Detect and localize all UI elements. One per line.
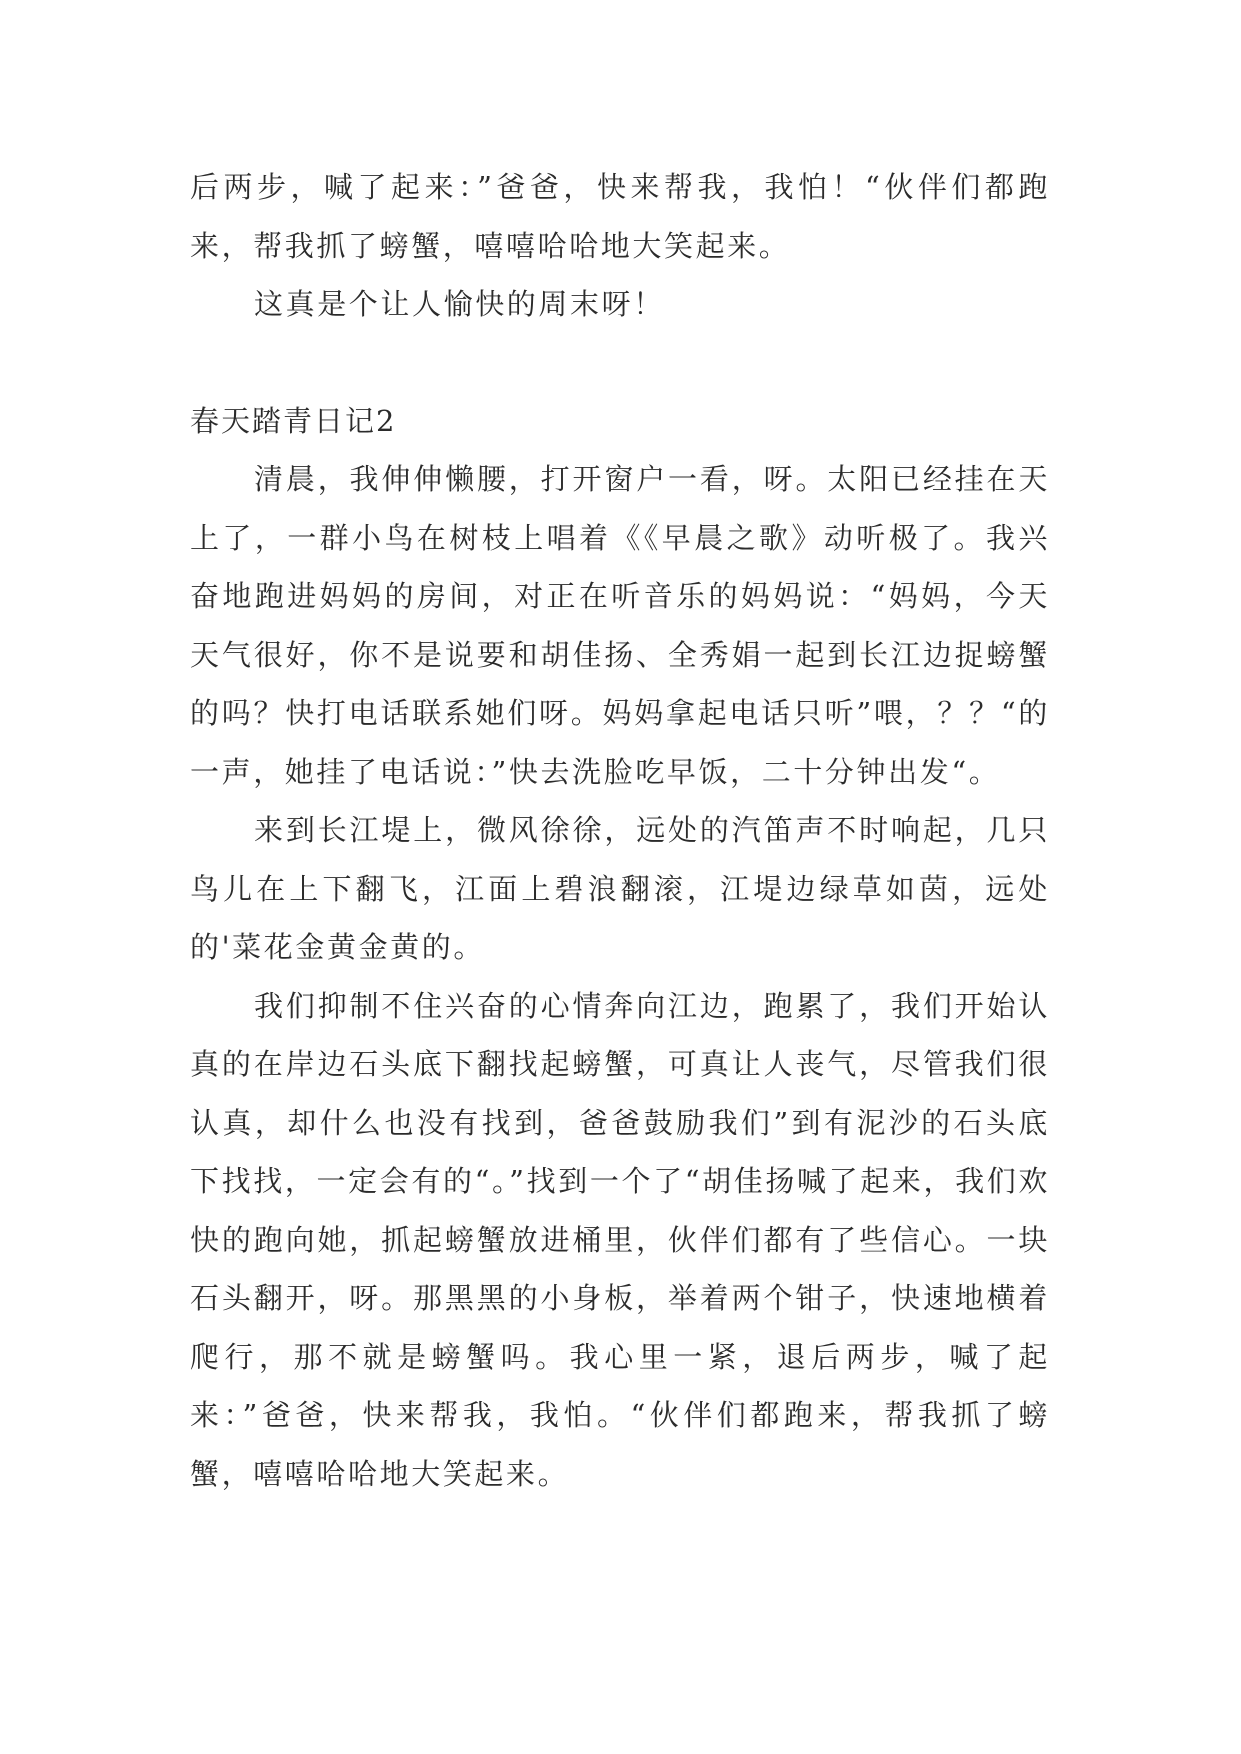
continued-paragraph: 后两步，喊了起来：”爸爸，快来帮我，我怕！“伙伴们都跑来，帮我抓了螃蟹，嘻嘻哈哈地大笑起来。 bbox=[190, 170, 1050, 263]
paragraph-riverbank: 来到长江堤上，微风徐徐，远处的汽笛声不时响起，几只鸟儿在上下翻飞，江面上碧浪翻滚，江堤边绿草如茵，远处的'菜花金黄金黄的。 bbox=[190, 813, 1050, 964]
paragraph-crab-hunt: 我们抑制不住兴奋的心情奔向江边，跑累了，我们开始认真的在岸边石头底下翻找起螃蟹，可真让人丧气，尽管我们很认真，却什么也没有找到，爸爸鼓励我们”到有泥沙的石头底下找找，一定会有的“。”找到一个了“胡佳扬喊了起来，我们欢快的跑向她，抓起螃蟹放进桶里，伙伴们都有了些信心。一块石头翻开，呀。那黑黑的小身板，举着两个钳子，快速地横着爬行，那不就是螃蟹吗。我心里一紧，退后两步，喊了起来：”爸爸，快来帮我，我怕。“伙伴们都跑来，帮我抓了螃蟹，嘻嘻哈哈地大笑起来。 bbox=[190, 988, 1050, 1491]
closing-sentence: 这真是个让人愉快的周末呀！ bbox=[254, 287, 665, 321]
section-title: 春天踏青日记2 bbox=[190, 403, 397, 438]
paragraph-morning: 清晨，我伸伸懒腰，打开窗户一看，呀。太阳已经挂在天上了，一群小鸟在树枝上唱着《《早晨之歌》动听极了。我兴奋地跑进妈妈的房间，对正在听音乐的妈妈说：“妈妈，今天天气很好，你不是说要和胡佳扬、全秀娟一起到长江边捉螃蟹的吗？快打电话联系她们呀。妈妈拿起电话只听”喂，？？“的一声，她挂了电话说：”快去洗脸吃早饭，二十分钟出发“。 bbox=[190, 462, 1050, 789]
section-gap bbox=[190, 334, 1050, 392]
document-body bbox=[190, 158, 1050, 1503]
